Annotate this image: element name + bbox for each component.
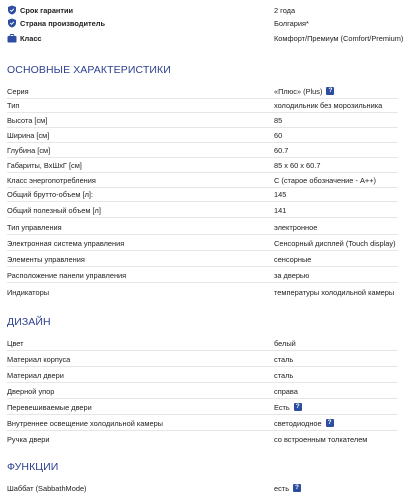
spec-row xyxy=(0,481,405,495)
divider xyxy=(7,250,398,251)
spec-value: сталь xyxy=(274,354,294,364)
spec-label: Ручка двери xyxy=(7,434,50,444)
divider xyxy=(7,382,398,383)
section-title-functions: ФУНКЦИИ xyxy=(7,461,59,473)
spec-value: 60 xyxy=(274,130,283,140)
help-icon[interactable]: ? xyxy=(326,87,334,95)
spec-row xyxy=(0,128,405,142)
spec-value: сенсорные xyxy=(274,254,312,264)
spec-value: 85 xyxy=(274,115,283,125)
spec-value-text: Есть xyxy=(274,402,290,412)
spec-label: Тип управления xyxy=(7,222,62,232)
spec-label: Ширина [см] xyxy=(7,130,50,140)
divider xyxy=(7,430,398,431)
spec-label: Дверной упор xyxy=(7,386,55,396)
spec-label: Цвет xyxy=(7,338,24,348)
spec-row-country xyxy=(0,16,405,30)
spec-row xyxy=(0,384,405,398)
spec-label: Элементы управления xyxy=(7,254,85,264)
section-title-main: ОСНОВНЫЕ ХАРАКТЕРИСТИКИ xyxy=(7,64,171,76)
spec-value: 145 xyxy=(274,189,287,199)
divider xyxy=(7,366,398,367)
spec-value: со встроенным толкателем xyxy=(274,434,368,444)
spec-row xyxy=(0,368,405,382)
spec-row xyxy=(0,173,405,187)
spec-value: Болгария* xyxy=(274,18,309,28)
spec-row xyxy=(0,252,405,266)
spec-row xyxy=(0,203,405,217)
spec-label: Тип xyxy=(7,100,20,110)
divider xyxy=(7,266,398,267)
spec-label: Габариты, ВхШхГ [см] xyxy=(7,160,82,170)
spec-label: Страна производитель xyxy=(20,18,105,28)
spec-value xyxy=(274,403,302,412)
spec-value: Сенсорный дисплей (Touch display) xyxy=(274,238,396,248)
divider xyxy=(7,350,398,351)
spec-label: Срок гарантии xyxy=(20,5,74,15)
spec-row xyxy=(0,432,405,446)
help-icon[interactable]: ? xyxy=(294,403,302,411)
spec-label: Серия xyxy=(7,86,29,96)
spec-value: 85 x 60 x 60.7 xyxy=(274,160,321,170)
spec-value: электронное xyxy=(274,222,318,232)
spec-label: Материал корпуса xyxy=(7,354,71,364)
spec-row xyxy=(0,285,405,299)
spec-value-text: есть xyxy=(274,483,290,493)
spec-value: за дверью xyxy=(274,270,310,280)
spec-value: 2 года xyxy=(274,5,296,15)
briefcase-icon xyxy=(7,33,17,43)
spec-label: Общий брутто-объем [л]: xyxy=(7,189,94,199)
divider xyxy=(7,398,398,399)
spec-label: Общий полезный объем [л] xyxy=(7,205,101,215)
spec-row xyxy=(0,84,405,98)
spec-value xyxy=(274,484,301,493)
spec-row xyxy=(0,158,405,172)
spec-value xyxy=(274,419,334,428)
spec-row xyxy=(0,98,405,112)
spec-value: 60.7 xyxy=(274,145,289,155)
spec-value: сталь xyxy=(274,370,294,380)
spec-label: Внутреннее освещение холодильной камеры xyxy=(7,418,163,428)
spec-row xyxy=(0,268,405,282)
spec-value xyxy=(274,87,334,96)
spec-row xyxy=(0,400,405,414)
spec-row xyxy=(0,352,405,366)
section-title-design: ДИЗАЙН xyxy=(7,316,51,328)
spec-label: Материал двери xyxy=(7,370,64,380)
shield-check-icon xyxy=(7,18,17,28)
spec-value: C (старое обозначение - A++) xyxy=(274,175,377,185)
shield-check-icon xyxy=(7,5,17,15)
spec-label: Индикаторы xyxy=(7,287,50,297)
divider xyxy=(7,414,398,415)
spec-value: 141 xyxy=(274,205,287,215)
divider xyxy=(7,234,398,235)
spec-row xyxy=(0,143,405,157)
spec-value-text: «Плюс» (Plus) xyxy=(274,86,323,96)
spec-row xyxy=(0,236,405,250)
divider xyxy=(7,282,398,283)
spec-value: Комфорт/Премиум (Comfort/Premium) xyxy=(274,33,404,43)
help-icon[interactable]: ? xyxy=(293,484,301,492)
spec-label: Расположение панели управления xyxy=(7,270,127,280)
spec-row xyxy=(0,187,405,201)
spec-label: Шаббат (SabbathMode) xyxy=(7,483,87,493)
spec-label: Класс xyxy=(20,33,42,43)
spec-value: температуры холодильной камеры xyxy=(274,287,395,297)
spec-value: справа xyxy=(274,386,298,396)
spec-value: белый xyxy=(274,338,296,348)
spec-label: Класс энергопотребления xyxy=(7,175,96,185)
help-icon[interactable]: ? xyxy=(326,419,334,427)
spec-label: Электронная система управления xyxy=(7,238,125,248)
spec-row xyxy=(0,416,405,430)
spec-label: Глубина [см] xyxy=(7,145,51,155)
spec-label: Перевешиваемые двери xyxy=(7,402,92,412)
spec-value: холодильник без морозильника xyxy=(274,100,383,110)
spec-row xyxy=(0,113,405,127)
spec-row-class xyxy=(0,31,405,45)
divider xyxy=(7,217,398,218)
spec-label: Высота [см] xyxy=(7,115,48,125)
divider xyxy=(7,201,398,202)
spec-row xyxy=(0,336,405,350)
spec-row-warranty xyxy=(0,3,405,17)
spec-row xyxy=(0,220,405,234)
spec-value-text: светодиодное xyxy=(274,418,322,428)
